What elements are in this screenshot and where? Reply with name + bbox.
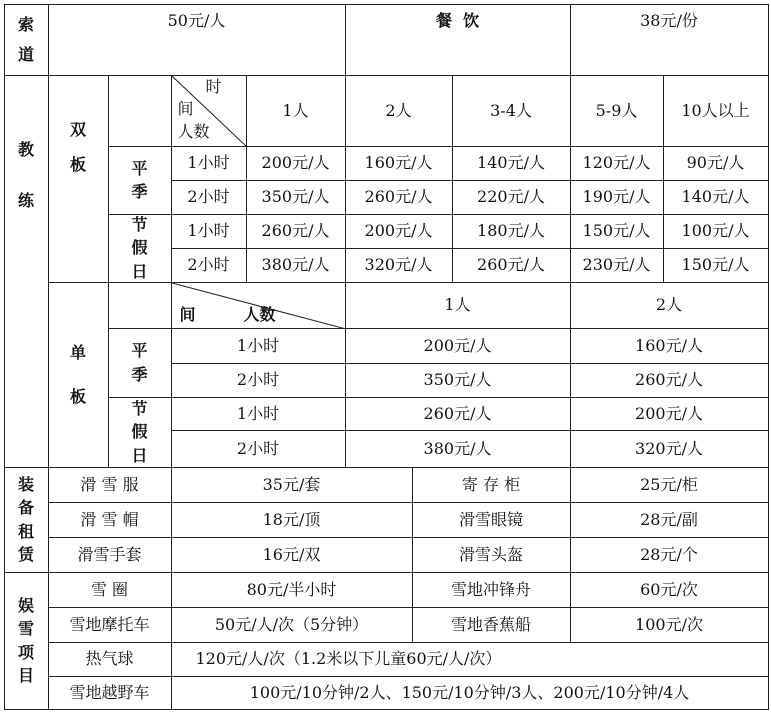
- double-col-header: 2人: [345, 75, 453, 147]
- entertainment-item: 雪 圈: [48, 572, 172, 608]
- single-board-label-char: 板: [69, 386, 86, 406]
- double-season-label: [108, 146, 172, 215]
- dining-price: 38元/份: [570, 4, 769, 76]
- section-coach-char: 教: [17, 139, 34, 159]
- double-col-header: 3-4人: [452, 75, 571, 147]
- entertainment-price: 60元/次: [570, 572, 769, 608]
- double-time-cell: 1小时: [171, 146, 247, 181]
- people-label: 人数: [243, 304, 276, 324]
- double-time-cell: 2小时: [171, 180, 247, 215]
- section-equipment: [4, 467, 49, 573]
- section-entertainment: [4, 572, 49, 710]
- entertainment-price: 80元/半小时: [171, 572, 413, 608]
- double-col-header: 5-9人: [570, 75, 664, 147]
- single-col-header: 2人: [570, 282, 769, 329]
- entertainment-item: 雪地摩托车: [48, 607, 172, 643]
- section-cable-char: 道: [17, 44, 34, 64]
- double-board-label-char: 板: [69, 154, 86, 174]
- section-coach-char: 练: [17, 190, 34, 210]
- section-entertainment-char: 娱: [17, 596, 34, 616]
- double-price-cell: 260元/人: [345, 180, 453, 215]
- section-cable: [4, 4, 49, 76]
- hot-air-balloon-item: 热气球: [48, 642, 172, 677]
- single-time-cell: 2小时: [171, 363, 346, 398]
- single-price-cell: 200元/人: [570, 397, 769, 431]
- double-price-cell: 350元/人: [246, 180, 346, 215]
- single-board-header: [171, 282, 346, 329]
- offroad-price: 100元/10分钟/2人、150元/10分钟/3人、200元/10分钟/4人: [171, 676, 769, 710]
- section-equipment-char: 装: [17, 475, 34, 495]
- entertainment-item: 雪地香蕉船: [412, 607, 571, 643]
- cable-price: 50元/人: [48, 4, 346, 76]
- single-season-label: [108, 397, 172, 468]
- section-entertainment-char: 项: [17, 642, 34, 662]
- section-equipment-char: 赁: [17, 544, 34, 564]
- double-price-cell: 190元/人: [570, 180, 664, 215]
- equipment-price: 18元/顶: [171, 502, 413, 538]
- double-time-cell: 1小时: [171, 214, 247, 249]
- entertainment-item: 雪地冲锋舟: [412, 572, 571, 608]
- equipment-price: 35元/套: [171, 467, 413, 503]
- double-season-label: [108, 214, 172, 283]
- double-price-cell: 160元/人: [345, 146, 453, 181]
- double-price-cell: 380元/人: [246, 248, 346, 283]
- entertainment-price: 100元/次: [570, 607, 769, 643]
- section-equipment-char: 租: [17, 521, 34, 541]
- equipment-price: 28元/副: [570, 502, 769, 538]
- time-char-2: 间: [177, 98, 194, 118]
- single-price-cell: 160元/人: [570, 328, 769, 364]
- double-price-cell: 320元/人: [345, 248, 453, 283]
- equipment-price: 16元/双: [171, 537, 413, 573]
- double-price-cell: 200元/人: [345, 214, 453, 249]
- double-price-cell: 150元/人: [570, 214, 664, 249]
- section-entertainment-char: 雪: [17, 619, 34, 639]
- single-price-cell: 260元/人: [345, 397, 571, 431]
- time-char-1: 时: [205, 76, 222, 96]
- single-price-cell: 260元/人: [570, 363, 769, 398]
- double-season-label-char: 节: [131, 215, 148, 235]
- single-season-label-char: 季: [131, 364, 148, 384]
- single-season-label-char: 节: [131, 399, 148, 419]
- section-equipment-char: 备: [17, 498, 34, 518]
- equipment-item: 滑 雪 服: [48, 467, 172, 503]
- single-price-cell: 380元/人: [345, 430, 571, 468]
- double-season-label-char: 平: [131, 158, 148, 178]
- section-entertainment-char: 目: [17, 665, 34, 685]
- double-price-cell: 140元/人: [452, 146, 571, 181]
- hot-air-balloon-price: 120元/人/次（1.2米以下儿童60元/人/次）: [171, 642, 769, 677]
- offroad-item: 雪地越野车: [48, 676, 172, 710]
- double-season-label-char: 假: [131, 238, 148, 258]
- double-board-blank: [108, 75, 172, 147]
- equipment-item: 滑雪眼镜: [412, 502, 571, 538]
- single-price-cell: 350元/人: [345, 363, 571, 398]
- single-season-label-char: 日: [131, 445, 148, 465]
- single-price-cell: 320元/人: [570, 430, 769, 468]
- double-time-cell: 2小时: [171, 248, 247, 283]
- single-time-cell: 1小时: [171, 397, 346, 431]
- double-season-label-char: 季: [131, 182, 148, 201]
- equipment-price: 25元/柜: [570, 467, 769, 503]
- double-board-label-char: 双: [69, 119, 86, 139]
- equipment-item: 滑雪头盔: [412, 537, 571, 573]
- dining-label: 餐 饮: [345, 4, 571, 76]
- single-season-label-char: 假: [131, 422, 148, 442]
- double-price-cell: 200元/人: [246, 146, 346, 181]
- double-price-cell: 260元/人: [452, 248, 571, 283]
- time-label: 间: [179, 304, 196, 324]
- people-label: 人数: [177, 121, 210, 141]
- single-col-header: 1人: [345, 282, 571, 329]
- single-board-label-char: 单: [69, 343, 86, 363]
- double-board-header: [171, 75, 247, 147]
- double-price-cell: 100元/人: [663, 214, 769, 249]
- double-price-cell: 180元/人: [452, 214, 571, 249]
- double-price-cell: 260元/人: [246, 214, 346, 249]
- equipment-price: 28元/个: [570, 537, 769, 573]
- single-price-cell: 200元/人: [345, 328, 571, 364]
- section-coach: [4, 75, 49, 468]
- double-price-cell: 150元/人: [663, 248, 769, 283]
- double-price-cell: 220元/人: [452, 180, 571, 215]
- double-col-header: 1人: [246, 75, 346, 147]
- single-season-label: [108, 328, 172, 398]
- single-board-label: [48, 282, 109, 468]
- double-price-cell: 120元/人: [570, 146, 664, 181]
- section-cable-char: 索: [17, 15, 34, 35]
- double-price-cell: 90元/人: [663, 146, 769, 181]
- single-time-cell: 2小时: [171, 430, 346, 468]
- double-price-cell: 140元/人: [663, 180, 769, 215]
- double-price-cell: 230元/人: [570, 248, 664, 283]
- double-board-label: [48, 75, 109, 283]
- single-board-blank: [108, 282, 172, 329]
- single-time-cell: 1小时: [171, 328, 346, 364]
- equipment-item: 寄 存 柜: [412, 467, 571, 503]
- entertainment-price: 50元/人/次（5分钟）: [171, 607, 413, 643]
- double-col-header: 10人以上: [663, 75, 769, 147]
- equipment-item: 滑 雪 帽: [48, 502, 172, 538]
- single-season-label-char: 平: [131, 341, 148, 361]
- equipment-item: 滑雪手套: [48, 537, 172, 573]
- double-season-label-char: 日: [131, 261, 148, 281]
